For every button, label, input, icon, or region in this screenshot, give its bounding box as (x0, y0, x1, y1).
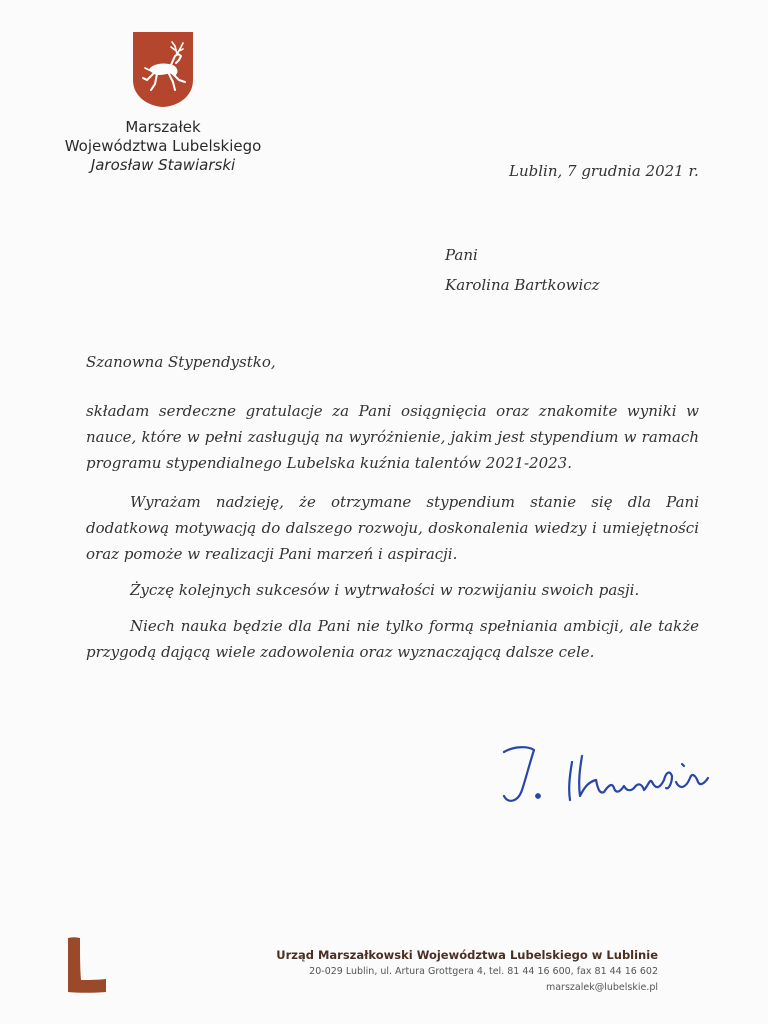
paragraph: Życzę kolejnych sukcesów i wytrwałości w rozwijaniu swoich pasji. (130, 581, 640, 599)
deer-coat-of-arms-icon (131, 30, 195, 108)
letter-date: Lublin, 7 grudnia 2021 r. (509, 162, 699, 180)
paragraph: Wyrażam nadzieję, że otrzymane stypendium stanie się dla Pani dodatkową motywacją do dalszego rozwoju, doskonalenia wiedzy i umiejętności oraz pomoże w realizacji Pani marzeń i aspiracji. (86, 493, 699, 563)
sender-title-line1: Marszałek (125, 118, 201, 136)
footer-email[interactable]: marszalek@lubelskie.pl (545, 982, 658, 993)
sender-name: Jarosław Stawiarski (90, 156, 236, 174)
sender-title-line2: Województwa Lubelskiego (64, 137, 262, 155)
sender-block (48, 118, 278, 175)
footer-address: 20-029 Lublin, ul. Artura Grottgera 4, tel. 81 44 16 600, fax 81 44 16 602 (309, 966, 658, 977)
letter-l-logo-icon (66, 936, 108, 994)
footer-organization: Urząd Marszałkowski Województwa Lubelskiego w Lublinie (276, 948, 658, 962)
recipient-block (445, 240, 600, 300)
paragraph: Niech nauka będzie dla Pani nie tylko formą spełniania ambicji, ale także przygodą dającą wiele zadowolenia oraz wyznaczającą dalsze cele. (86, 617, 699, 661)
letter-body (86, 398, 699, 675)
paragraph: składam serdeczne gratulacje za Pani osiągnięcia oraz znakomite wyniki w nauce, które w pełni zasługują na wyróżnienie, jakim jest stypendium w ramach programu stypendialnego Lubelska kuźnia talentów 2021-2023. (86, 402, 699, 472)
salutation: Szanowna Stypendystko, (86, 353, 276, 371)
recipient-line1: Pani (445, 246, 478, 264)
handwritten-signature (500, 742, 720, 812)
footer-block (276, 946, 658, 996)
recipient-line2: Karolina Bartkowicz (445, 276, 600, 294)
